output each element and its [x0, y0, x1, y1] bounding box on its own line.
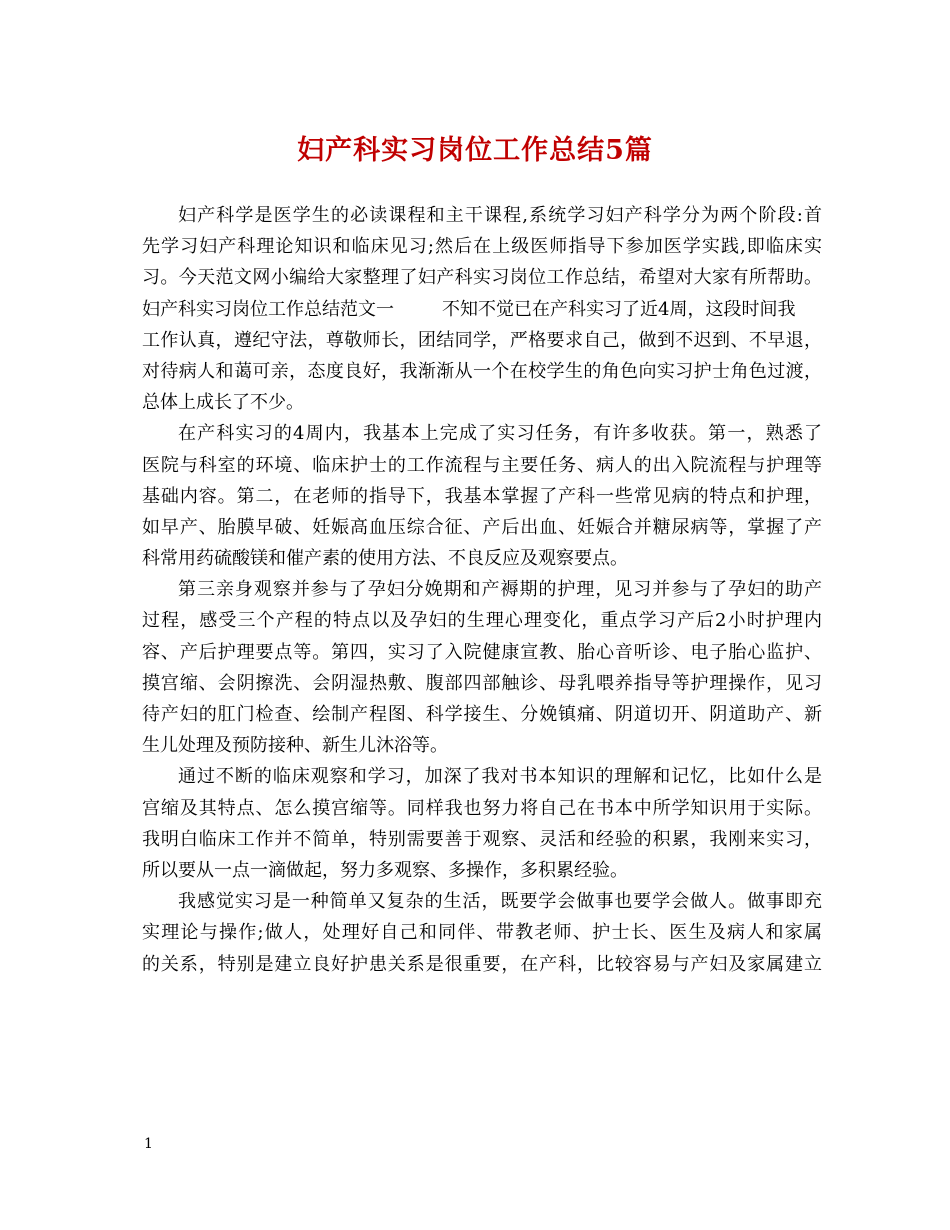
- text-line-content: 我明白临床工作并不简单，特别需要善于观察、灵活和经验的积累，我刚来实习，: [142, 828, 822, 850]
- text-line: [142, 855, 822, 886]
- text-line: [142, 917, 822, 948]
- text-line: [142, 605, 822, 636]
- text-line-content: 妇产科学是医学生的必读课程和主干课程,系统学习妇产科学分为两个阶段:首: [178, 205, 822, 226]
- page-title: 妇产科实习岗位工作总结5篇: [297, 135, 653, 166]
- text-line-content: 摸宫缩、会阴擦洗、会阴湿热敷、腹部四部触诊、母乳喂养指导等护理操作，见习: [142, 672, 822, 694]
- text-line-content: 医院与科室的环境、临床护士的工作流程与主要任务、病人的出入院流程与护理等: [142, 454, 822, 476]
- page-number: 1: [144, 1136, 153, 1152]
- text-line-content: 科常用药硫酸镁和催产素的使用方法、不良反应及观察要点。: [142, 548, 628, 570]
- text-line: [142, 481, 822, 512]
- text-line-content: 第三亲身观察并参与了孕妇分娩期和产褥期的护理，见习并参与了孕妇的助产: [178, 579, 822, 601]
- text-line-content: 如早产、胎膜早破、妊娠高血压综合征、产后出血、妊娠合并糖尿病等，掌握了产: [142, 516, 822, 538]
- text-line: [142, 325, 822, 356]
- text-line: [142, 231, 822, 262]
- text-line: [142, 949, 822, 980]
- text-line-content: 我感觉实习是一种简单又复杂的生活，既要学会做事也要学会做人。做事即充: [178, 891, 822, 913]
- text-line: [142, 730, 822, 761]
- text-line: [142, 574, 822, 605]
- text-line-content: 妇产科实习岗位工作总结范文一: [142, 298, 394, 320]
- text-line: [142, 761, 822, 792]
- text-line: [142, 387, 822, 418]
- text-line: [142, 668, 822, 699]
- text-line-content: 总体上成长了不少。: [142, 392, 304, 414]
- text-line: [142, 793, 822, 824]
- text-line: [142, 262, 822, 293]
- text-line: [142, 450, 822, 481]
- text-line-content: 工作认真，遵纪守法，尊敬师长，团结同学，严格要求自己，做到不迟到、不早退，: [142, 329, 822, 351]
- text-line-content: 宫缩及其特点、怎么摸宫缩等。同样我也努力将自己在书本中所学知识用于实际。: [142, 797, 822, 819]
- text-line-content: 对待病人和蔼可亲，态度良好，我渐渐从一个在校学生的角色向实习护士角色过渡，: [142, 360, 822, 382]
- text-line: [142, 512, 822, 543]
- text-line-content: 过程，感受三个产程的特点以及孕妇的生理心理变化，重点学习产后2小时护理内: [142, 610, 822, 632]
- text-line: [142, 886, 822, 917]
- text-line: [142, 200, 822, 231]
- text-line-content: 生儿处理及预防接种、新生儿沐浴等。: [142, 735, 448, 757]
- text-line-content: 实理论与操作;做人，处理好自己和同伴、带教老师、护士长、医生及病人和家属: [142, 922, 822, 944]
- text-line-content: 在产科实习的4周内，我基本上完成了实习任务，有许多收获。第一，熟悉了: [178, 423, 822, 445]
- text-line: [142, 418, 822, 449]
- text-line: [142, 824, 822, 855]
- text-line-content: 基础内容。第二，在老师的指导下，我基本掌握了产科一些常见病的特点和护理，: [142, 485, 822, 507]
- text-line: [142, 637, 822, 668]
- text-line-content: 的关系，特别是建立良好护患关系是很重要，在产科，比较容易与产妇及家属建立: [142, 953, 822, 975]
- text-line-content: 所以要从一点一滴做起，努力多观察、多操作，多积累经验。: [142, 859, 628, 881]
- text-line-content: 待产妇的肛门检查、绘制产程图、科学接生、分娩镇痛、阴道切开、阴道助产、新: [142, 704, 822, 725]
- text-line-content: 习。今天范文网小编给大家整理了妇产科实习岗位工作总结，希望对大家有所帮助。: [142, 267, 822, 289]
- text-line: [142, 294, 822, 325]
- text-line-content: 容、产后护理要点等。第四，实习了入院健康宣教、胎心音听诊、电子胎心监护、: [142, 641, 822, 663]
- text-line: [142, 543, 822, 574]
- text-line: [142, 699, 822, 730]
- text-line: [142, 356, 822, 387]
- text-line-content: 不知不觉已在产科实习了近4周，这段时间我: [442, 298, 796, 320]
- text-line-content: 通过不断的临床观察和学习，加深了我对书本知识的理解和记忆，比如什么是: [178, 766, 822, 788]
- text-line-content: 先学习妇产科理论知识和临床见习;然后在上级医师指导下参加医学实践,即临床实: [142, 236, 822, 258]
- body-text: [142, 200, 822, 980]
